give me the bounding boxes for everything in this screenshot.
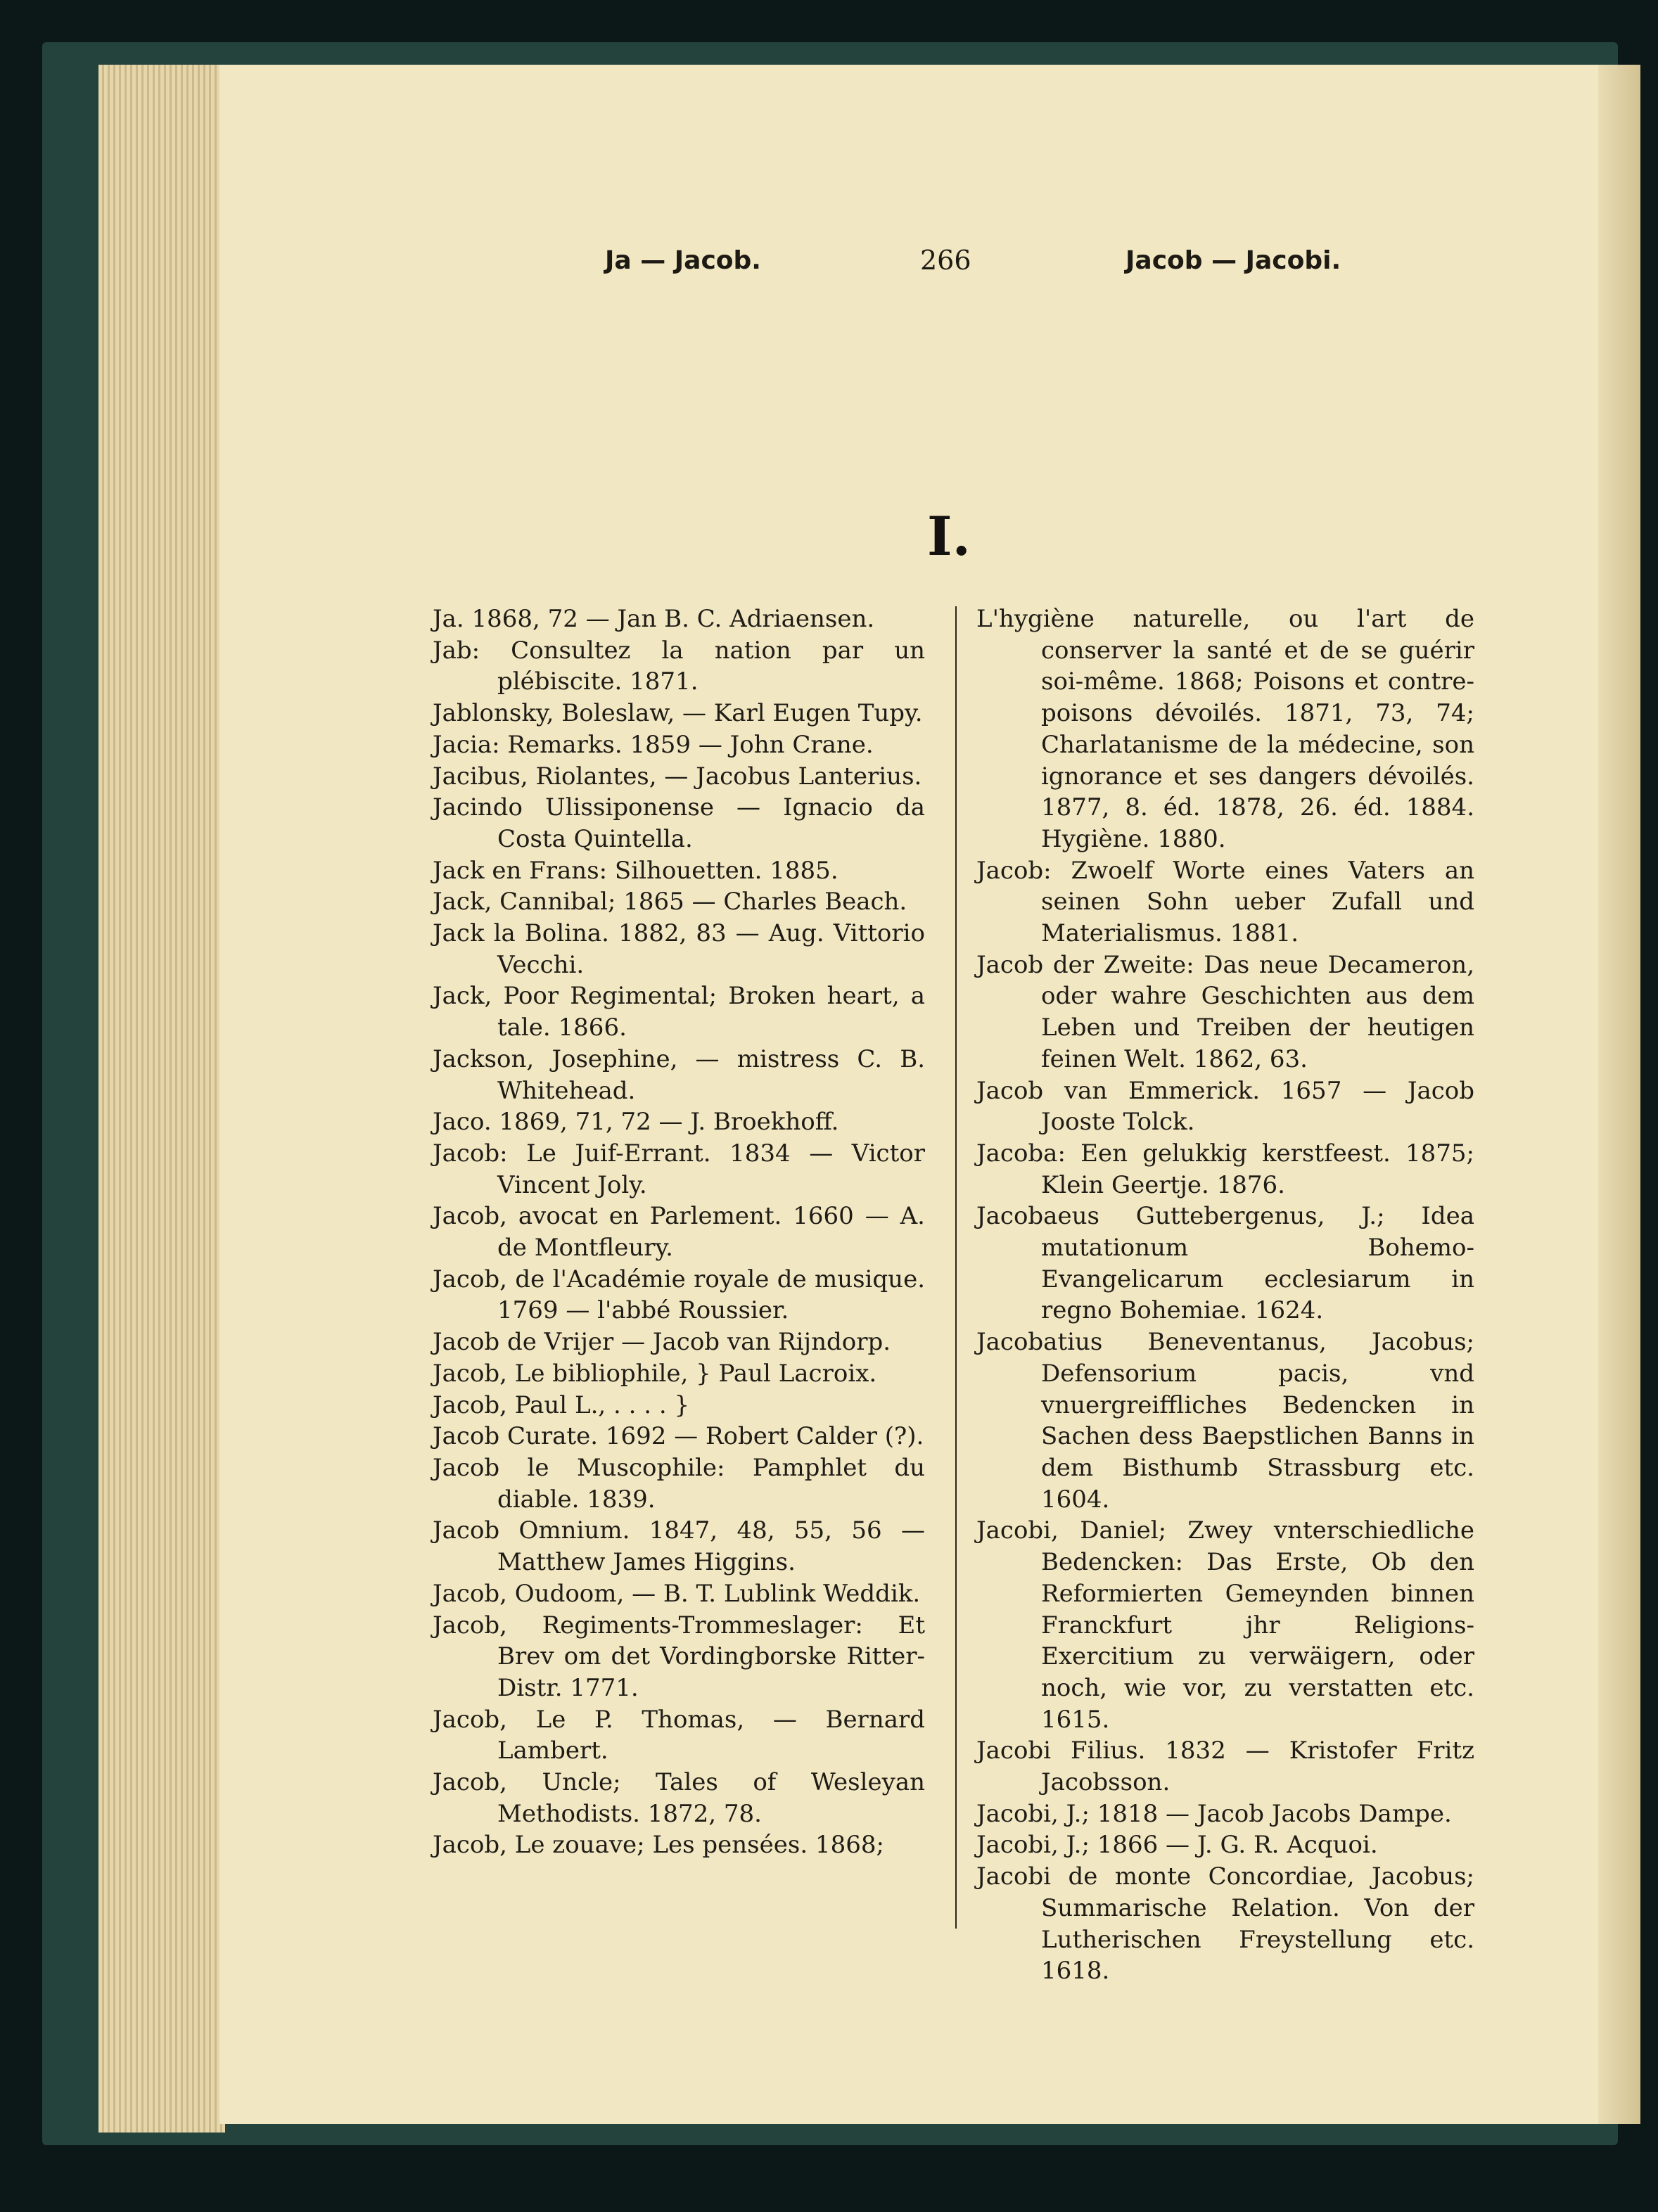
next-page-edge [1598,65,1640,2124]
entry: Jablonsky, Boleslaw, — Karl Eugen Tupy. [433,699,923,728]
entry: Jacob, de l'Académie royale de musique. 1769 — l'abbé Roussier. [433,1265,925,1325]
entry: Jacindo Ulissiponense — Ignacio da Costa Quintella. [433,793,925,853]
entry: Jacob, avocat en Parlement. 1660 — A. de Montfleury. [433,1202,925,1262]
entry: Jacob de Vrijer — Jacob van Rijndorp. [433,1328,891,1357]
running-head-left: Ja — Jacob. [605,246,761,275]
entry: Jacob, Regiments-Trommeslager: Et Brev om det Vordingborske Ritter-Distr. 1771. [433,1611,925,1702]
entry: Jack, Cannibal; 1865 — Charles Beach. [433,888,907,916]
entry: Jacob: Zwoelf Worte eines Vaters an seinen Sohn ueber Zufall und Materialismus. 1881. [976,856,1474,948]
entry: Jacobi, J.; 1818 — Jacob Jacobs Dampe. [976,1799,1452,1828]
entry: Jacob, Oudoom, — B. T. Lublink Weddik. [433,1579,921,1608]
entry: Jab: Consultez la nation par un plébiscite. 1871. [433,636,925,696]
entry: Jacibus, Riolantes, — Jacobus Lanterius. [433,762,922,791]
page-number: 266 [920,245,971,276]
entry: Jacob van Emmerick. 1657 — Jacob Jooste Tolck. [976,1076,1474,1137]
entry: Jacobi, J.; 1866 — J. G. R. Acquoi. [976,1831,1378,1860]
entry: Jacoba: Een gelukkig kerstfeest. 1875; Klein Geertje. 1876. [976,1139,1474,1199]
entry: Jacobaeus Guttebergenus, J.; Idea mutationum Bohemo-Evangelicarum ecclesiarum in regno Bohemiae. 1624. [976,1202,1474,1325]
left-column [433,603,925,1861]
entry: Jacob: Le Juif-Errant. 1834 — Victor Vincent Joly. [433,1139,925,1199]
entry: Jacobi Filius. 1832 — Kristofer Fritz Jacobsson. [976,1737,1474,1797]
entry: Jacia: Remarks. 1859 — John Crane. [433,730,874,759]
entry: Jacob Omnium. 1847, 48, 55, 56 — Matthew James Higgins. [433,1516,925,1577]
entry: Jaco. 1869, 71, 72 — J. Broekhoff. [433,1108,839,1137]
entry: Jack la Bolina. 1882, 83 — Aug. Vittorio Vecchi. [433,919,925,979]
page-edges [98,65,225,2133]
entry: Jacob, Le zouave; Les pensées. 1868; [433,1831,884,1860]
running-head-right: Jacob — Jacobi. [1125,246,1341,275]
entry: L'hygiène naturelle, ou l'art de conserver la santé et de se guérir soi-même. 1868; Poisons et contre-poisons dévoilés. 1871, 73, 74; Charlatanisme de la médecine, son ignorance et ses dangers dévoilés. 1877, 8. éd. 1878, 26. éd. 1884. Hygiène. 1880. [976,605,1474,853]
entry: Jackson, Josephine, — mistress C. B. Whitehead. [433,1044,925,1105]
entry: Jacob, Le bibliophile, } Paul Lacroix. [433,1359,877,1388]
entry: Jacobi, Daniel; Zwey vnterschiedliche Bedencken: Das Erste, Ob den Reformierten Gemeynden binnen Franckfurt jhr Religions-Exercitium zu verwäigern, oder noch, wie vor, zu verstatten etc. 1615. [976,1516,1474,1734]
entry: Jacobatius Beneventanus, Jacobus; Defensorium pacis, vnd vnuergreiffliches Bedencken in Sachen dess Baepstlichen Banns in dem Bisthumb Strassburg etc. 1604. [976,1328,1474,1514]
right-column [976,603,1474,1987]
section-letter: I. [927,505,971,568]
entry: Jacob, Paul L., . . . . } [433,1391,690,1419]
entry: Jacob, Le P. Thomas, — Bernard Lambert. [433,1705,925,1765]
entry: Jacob der Zweite: Das neue Decameron, oder wahre Geschichten aus dem Leben und Treiben der heutigen feinen Welt. 1862, 63. [976,950,1474,1073]
entry: Jack, Poor Regimental; Broken heart, a tale. 1866. [433,982,925,1042]
column-divider [955,606,957,1929]
entry: Jacob le Muscophile: Pamphlet du diable. 1839. [433,1453,925,1514]
entry: Jack en Frans: Silhouetten. 1885. [433,856,838,885]
entry: Jacobi de monte Concordiae, Jacobus; Summarische Relation. Von der Lutherischen Freystellung etc. 1618. [976,1862,1474,1986]
entry: Ja. 1868, 72 — Jan B. C. Adriaensen. [433,605,875,633]
entry: Jacob, Uncle; Tales of Wesleyan Methodists. 1872, 78. [433,1768,925,1828]
entry: Jacob Curate. 1692 — Robert Calder (?). [433,1422,924,1451]
